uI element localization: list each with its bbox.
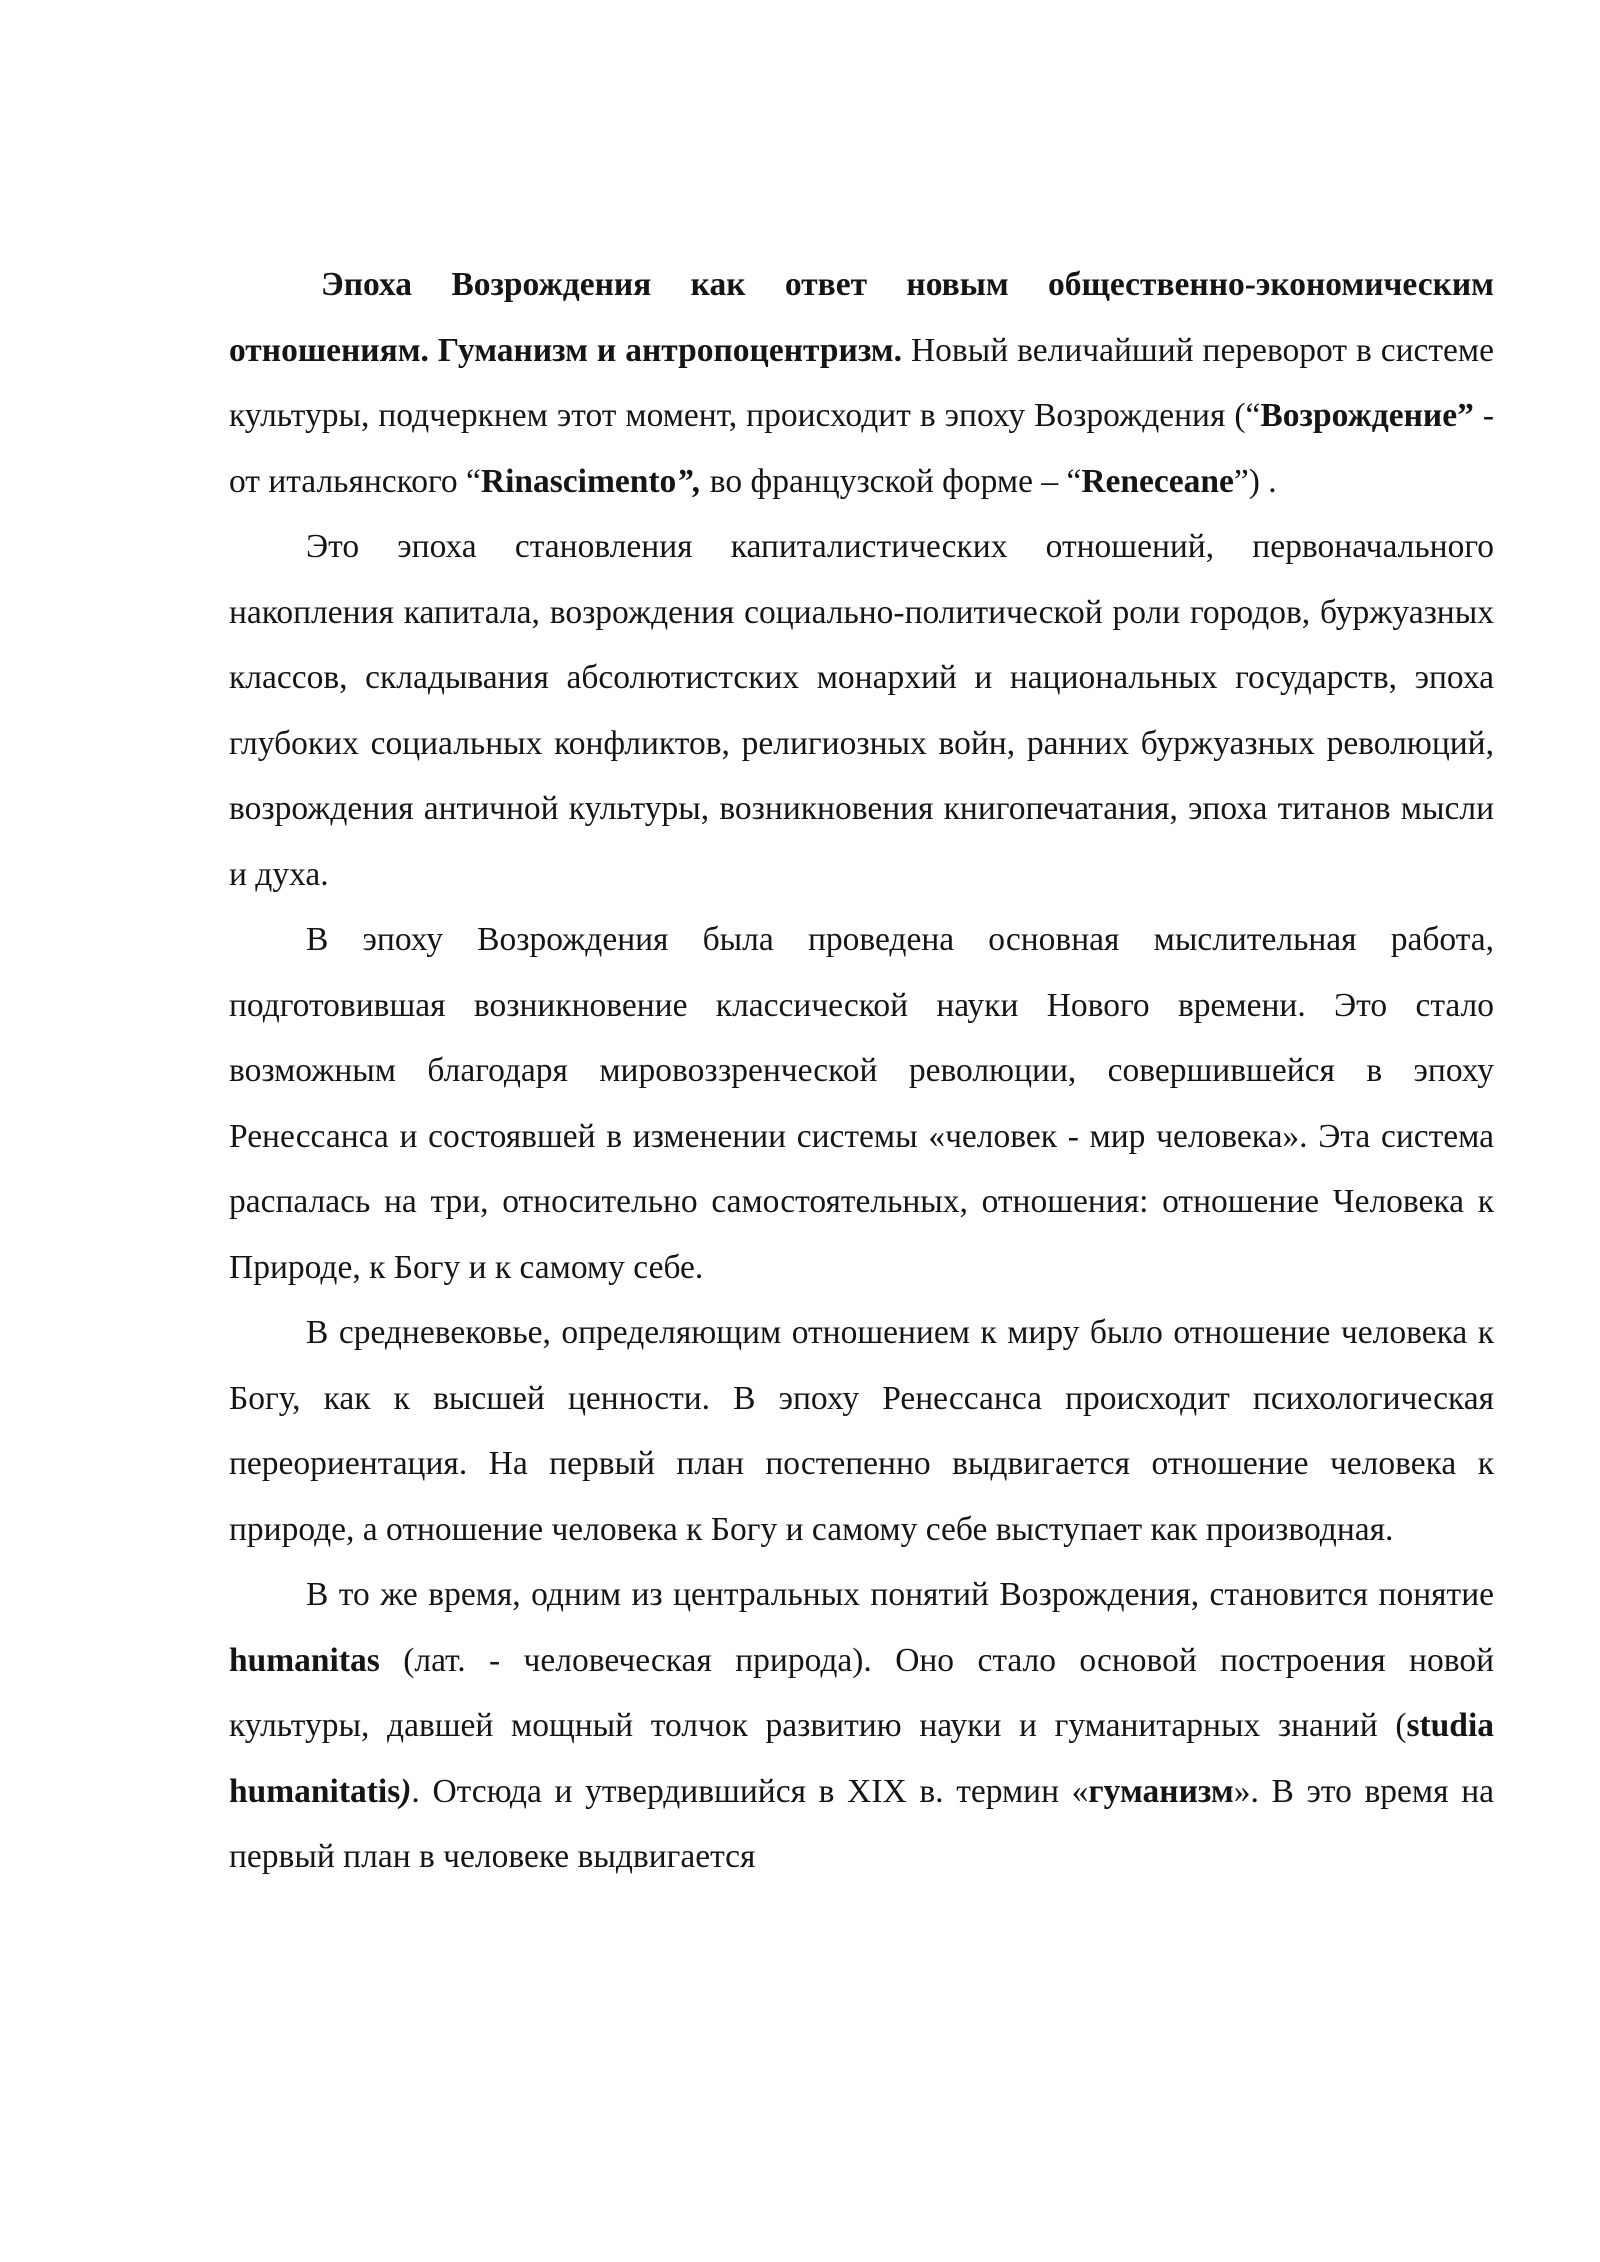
term-studia-humanitatis: studia humanitatis — [229, 1707, 1494, 1810]
paragraph-middle-ages: В средневековье, определяющим отношением к миру было отношение человека к Богу, как к высшей ценности. В эпоху Ренессанса происходит психологическая переориентация. На первый план постепенно выдвигается отношение человека к природе, а отношение человека к Богу и самому себе выступает как производная. — [229, 1314, 1494, 1548]
term-vozrozhdenie: Возрождение” — [1260, 397, 1474, 434]
term-reneceane: Reneceane — [1081, 462, 1234, 500]
term-rinascimento-quote: ”, — [676, 462, 702, 500]
paragraph-text: . Отсюда и утвердившийся в XIX в. термин « — [411, 1772, 1089, 1810]
paragraph-text: ”) . — [1233, 462, 1277, 500]
paragraph-text: Новый величайший переворот в системе культуры, подчеркнем этот момент, происходит в эпоху Возрождения (“ — [229, 331, 1494, 434]
paragraph-text: во французской форме – “ — [701, 462, 1082, 500]
paragraph-worldview: В эпоху Возрождения была проведена основная мыслительная работа, подготовившая возникновение классической науки Нового времени. Это стало возможным благодаря мировоззренческой революции, совершившейся в эпоху Ренессанса и состоявшей в изменении системы «человек - мир человека». Эта система распалась на три, относительно самостоятельных, отношения: отношение Человека к Природе, к Богу и к самому себе. — [229, 921, 1494, 1286]
paragraph-epoch: Это эпоха становления капиталистических отношений, первоначального накопления капитала, возрождения социально-политической роли городов, буржуазных классов, складывания абсолютистских монархий и национальных государств, эпоха глубоких социальных конфликтов, религиозных войн, ранних буржуазных революций, возрождения античной культуры, возникновения книгопечатания, эпоха титанов мысли и духа. — [229, 528, 1494, 893]
term-gumanizm: гуманизм — [1088, 1772, 1234, 1810]
paragraph-intro — [229, 252, 1494, 514]
paragraph-text: В то же время, одним из центральных понятий Возрождения, становится понятие — [306, 1576, 1494, 1613]
term-humanitas: humanitas — [229, 1641, 380, 1679]
term-rinascimento: Rinascimento — [480, 462, 677, 500]
term-studia-paren: ) — [400, 1772, 412, 1810]
section-heading: Эпоха Возрождения как ответ новым общественно-экономическим отношениям. Гуманизм и антропоцентризм. — [229, 266, 1494, 369]
document-page — [229, 252, 1494, 1890]
paragraph-text: - от итальянского “ — [229, 397, 1494, 500]
paragraph-text: (лат. - человеческая природа). Оно стало основой построения новой культуры, давшей мощный толчок развитию науки и гуманитарных знаний ( — [229, 1641, 1494, 1744]
paragraph-text: ». В это время на первый план в человеке выдвигается — [229, 1772, 1495, 1875]
paragraph-humanitas — [229, 1562, 1494, 1890]
